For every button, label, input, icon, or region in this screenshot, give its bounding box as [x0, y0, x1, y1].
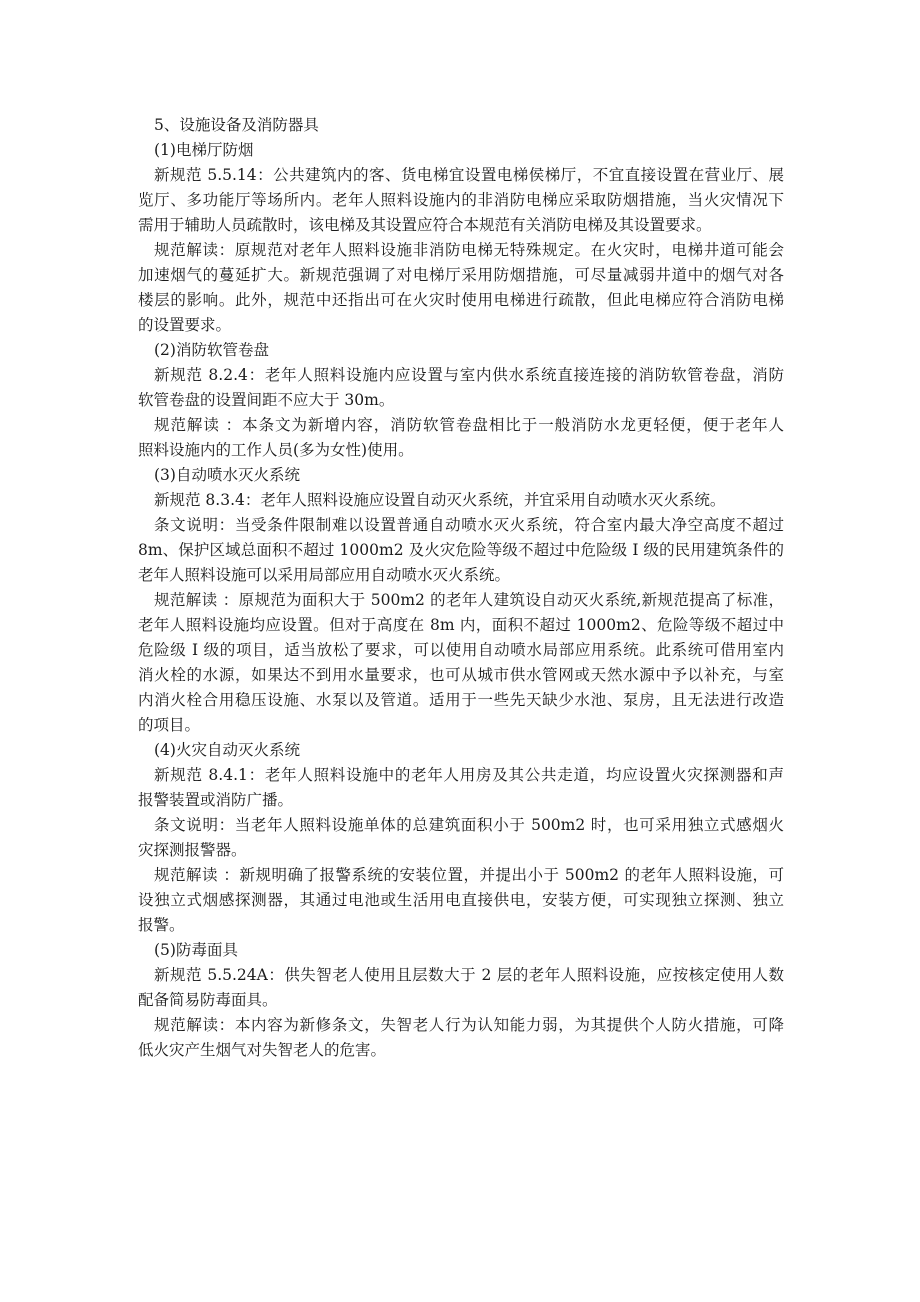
paragraph-line: 加速烟气的蔓延扩大。新规范强调了对电梯厅采用防烟措施，可尽量减弱井道中的烟气对各: [138, 266, 784, 284]
paragraph-line: 老年人照料设施可以采用局部应用自动喷水灭火系统。: [138, 566, 511, 584]
paragraph-line: 条文说明：当受条件限制难以设置普通自动喷水灭火系统，符合室内最大净空高度不超过: [154, 516, 784, 534]
subsection-heading: (1)电梯厅防烟: [154, 141, 254, 159]
paragraph-line: 软管卷盘的设置间距不应大于 30m。: [138, 391, 395, 409]
paragraph-line: 报警装置或消防广播。: [138, 791, 294, 809]
paragraph-line: 8m、保护区域总面积不超过 1000m2 及火灾危险等级不超过中危险级 I 级的民用建筑条件的: [138, 541, 784, 559]
subsection: [138, 338, 784, 463]
paragraph-line: 设独立式烟感探测器，其通过电池或生活用电直接供电，安装方便，可实现独立探测、独立: [138, 891, 784, 909]
subsection: [138, 738, 784, 938]
section-title: 5、设施设备及消防器具: [154, 116, 319, 134]
subsection-heading: (4)火灾自动灭火系统: [154, 741, 300, 759]
paragraph-line: 规范解读：原规范对老年人照料设施非消防电梯无特殊规定。在火灾时，电梯井道可能会: [154, 241, 784, 259]
paragraph-line: 规范解读 ：新规明确了报警系统的安装位置，并提出小于 500m2 的老年人照料设施，可: [154, 866, 784, 884]
paragraph: [138, 588, 784, 738]
subsection-heading: (3)自动喷水灭火系统: [154, 466, 300, 484]
paragraph-line: 规范解读 ：本条文为新增内容，消防软管卷盘相比于一般消防水龙更轻便，便于老年人: [154, 416, 784, 434]
subsection-heading: (5)防毒面具: [154, 941, 238, 959]
paragraph-line: 消火栓的水源，如果达不到用水量要求，也可从城市供水管网或天然水源中予以补充，与室: [138, 666, 784, 684]
paragraph: [138, 963, 784, 1013]
paragraph-line: 需用于辅助人员疏散时，该电梯及其设置应符合本规范有关消防电梯及其设置要求。: [138, 216, 712, 234]
paragraph: [138, 488, 784, 513]
paragraph-line: 报警。: [138, 916, 185, 934]
paragraph-line: 配备简易防毒面具。: [138, 991, 278, 1009]
paragraph-line: 低火灾产生烟气对失智老人的危害。: [138, 1041, 387, 1059]
paragraph: [138, 813, 784, 863]
paragraph: [138, 513, 784, 588]
paragraph: [138, 763, 784, 813]
paragraph: [138, 238, 784, 338]
subsection: [138, 138, 784, 338]
paragraph-line: 新规范 5.5.24A：供失智老人使用且层数大于 2 层的老年人照料设施，应按核定使用人数: [154, 966, 784, 984]
subsection-heading: (2)消防软管卷盘: [154, 341, 269, 359]
paragraph-line: 条文说明：当老年人照料设施单体的总建筑面积小于 500m2 时，也可采用独立式感烟火: [154, 816, 784, 834]
paragraph-line: 新规范 8.2.4：老年人照料设施内应设置与室内供水系统直接连接的消防软管卷盘，消防: [154, 366, 784, 384]
paragraph-line: 的项目。: [138, 716, 201, 734]
section-content: [138, 138, 784, 1063]
paragraph-line: 危险级 I 级的项目，适当放松了要求，可以使用自动喷水局部应用系统。此系统可借用室内: [138, 641, 784, 659]
document-body: [138, 113, 784, 1063]
paragraph-line: 老年人照料设施均应设置。但对于高度在 8m 内，面积不超过 1000m2、危险等级不超过中: [138, 616, 784, 634]
subsection: [138, 938, 784, 1063]
paragraph: [138, 163, 784, 238]
paragraph: [138, 863, 784, 938]
subsection: [138, 463, 784, 738]
paragraph-line: 规范解读：本内容为新修条文，失智老人行为认知能力弱，为其提供个人防火措施，可降: [154, 1016, 784, 1034]
paragraph-line: 新规范 8.3.4：老年人照料设施应设置自动灭火系统，并宜采用自动喷水灭火系统。: [154, 491, 726, 509]
paragraph-line: 览厅、多功能厅等场所内。老年人照料设施内的非消防电梯应采取防烟措施，当火灾情况下: [138, 191, 784, 209]
paragraph: [138, 363, 784, 413]
paragraph-line: 灾探测报警器。: [138, 841, 247, 859]
paragraph-line: 内消火栓合用稳压设施、水泵以及管道。适用于一些先天缺少水池、泵房，且无法进行改造: [138, 691, 784, 709]
paragraph-line: 楼层的影响。此外，规范中还指出可在火灾时使用电梯进行疏散，但此电梯应符合消防电梯: [138, 291, 784, 309]
paragraph-line: 新规范 5.5.14：公共建筑内的客、货电梯宜设置电梯侯梯厅，不宜直接设置在营业厅、展: [154, 166, 784, 184]
paragraph-line: 新规范 8.4.1：老年人照料设施中的老年人用房及其公共走道，均应设置火灾探测器和声: [154, 766, 784, 784]
paragraph: [138, 413, 784, 463]
paragraph: [138, 1013, 784, 1063]
paragraph-line: 规范解读 ：原规范为面积大于 500m2 的老年人建筑设自动灭火系统,新规范提高了标准，: [154, 591, 784, 609]
paragraph-line: 照料设施内的工作人员(多为女性)使用。: [138, 441, 414, 459]
paragraph-line: 的设置要求。: [138, 316, 232, 334]
